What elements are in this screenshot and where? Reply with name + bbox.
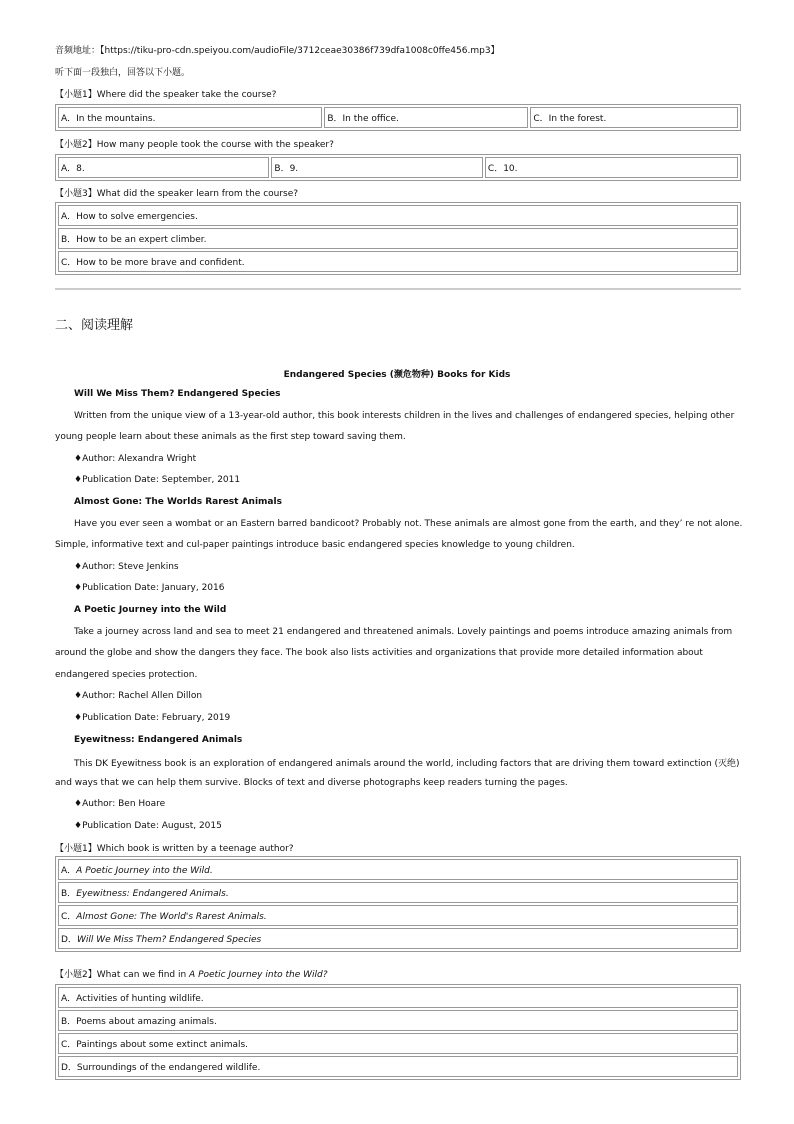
book-author: ♦Author: Steve Jenkins — [74, 561, 179, 572]
question-text: 【小题3】What did the speaker learn from the course? — [55, 189, 299, 199]
options-table — [55, 984, 741, 1080]
options-table — [55, 202, 741, 275]
option-c[interactable]: C．Almost Gone: The World's Rarest Animals. — [58, 905, 738, 926]
option-a[interactable]: A．A Poetic Journey into the Wild. — [58, 859, 738, 880]
book-author: ♦Author: Rachel Allen Dillon — [74, 691, 203, 702]
book-date: ♦Publication Date: August, 2015 — [74, 821, 222, 831]
book-author: ♦Author: Alexandra Wright — [74, 453, 197, 464]
book-date: ♦Publication Date: September, 2011 — [74, 475, 241, 486]
passage-line: and ways that we can help them survive. Blocks of text and diverse photographs keep readers turning the pages. — [55, 777, 568, 788]
option-a[interactable]: A．How to solve emergencies. — [58, 205, 738, 226]
passage-title: Endangered Species (濒危物种) Books for Kids — [283, 370, 511, 380]
passage-line: Have you ever seen a wombat or an Eastern barred bandicoot? Probably not. These animals are almost gone from the earth, and they’ re not alone. — [74, 518, 743, 529]
options-table — [55, 154, 741, 181]
audio-label: 音频地址： — [55, 46, 101, 56]
passage-line: around the globe and show the dangers they face. The book also lists activities and organizations that provide more detailed information about — [55, 648, 703, 659]
option-b[interactable]: B．In the office. — [324, 107, 528, 128]
option-c[interactable]: C．In the forest. — [530, 107, 738, 128]
divider — [55, 288, 741, 290]
question-text: 【小题1】Where did the speaker take the course? — [55, 90, 277, 100]
passage-line: Written from the unique view of a 13-year-old author, this book interests children in the lives and challenges of endangered species, helping other — [74, 410, 735, 421]
option-d[interactable]: D．Surroundings of the endangered wildlife. — [58, 1056, 738, 1077]
question-text: 【小题2】What can we find in A Poetic Journey into the Wild? — [55, 970, 328, 980]
book-title: Will We Miss Them? Endangered Species — [74, 389, 281, 399]
book-date: ♦Publication Date: February, 2019 — [74, 713, 231, 723]
option-b[interactable]: B．Eyewitness: Endangered Animals. — [58, 882, 738, 903]
option-b[interactable]: B．How to be an expert climber. — [58, 228, 738, 249]
option-a[interactable]: A．8. — [58, 157, 269, 178]
audio-line — [55, 43, 500, 56]
book-date: ♦Publication Date: January, 2016 — [74, 583, 225, 594]
book-title: Eyewitness: Endangered Animals — [74, 734, 243, 745]
question-text: 【小题1】Which book is written by a teenage author? — [55, 844, 294, 854]
options-table — [55, 104, 741, 131]
book-title: Almost Gone: The Worlds Rarest Animals — [74, 497, 282, 507]
option-a[interactable]: A．Activities of hunting wildlife. — [58, 987, 738, 1008]
option-d[interactable]: D．Will We Miss Them? Endangered Species — [58, 928, 738, 949]
book-title: A Poetic Journey into the Wild — [74, 605, 227, 615]
option-c[interactable]: C．Paintings about some extinct animals. — [58, 1033, 738, 1054]
listening-intro: 听下面一段独白，回答以下小题。 — [55, 68, 191, 78]
question-text: 【小题2】How many people took the course with the speaker? — [55, 140, 334, 150]
options-table — [55, 856, 741, 952]
audio-url[interactable]: 【https://tiku-pro-cdn.speiyou.com/audioFile/3712ceae30386f739dfa1008c0ffe456.mp3】 — [100, 46, 500, 56]
passage-line: Take a journey across land and sea to meet 21 endangered and threatened animals. Lovely paintings and poems introduce amazing animals from — [74, 626, 733, 637]
option-b[interactable]: B．Poems about amazing animals. — [58, 1010, 738, 1031]
option-b[interactable]: B．9. — [271, 157, 483, 178]
passage-line: Simple, informative text and cul-paper paintings introduce basic endangered species knowledge to young children. — [55, 540, 575, 551]
passage-line: This DK Eyewitness book is an exploration of endangered animals around the world, including factors that are driving them toward extinction (灭绝) — [74, 759, 740, 770]
book-author: ♦Author: Ben Hoare — [74, 799, 166, 810]
section-title: 二、阅读理解 — [55, 318, 134, 333]
option-a[interactable]: A．In the mountains. — [58, 107, 322, 128]
passage-line: young people learn about these animals as the first step toward saving them. — [55, 432, 406, 443]
option-c[interactable]: C．10. — [485, 157, 738, 178]
option-c[interactable]: C．How to be more brave and confident. — [58, 251, 738, 272]
passage-line: endangered species protection. — [55, 669, 198, 680]
